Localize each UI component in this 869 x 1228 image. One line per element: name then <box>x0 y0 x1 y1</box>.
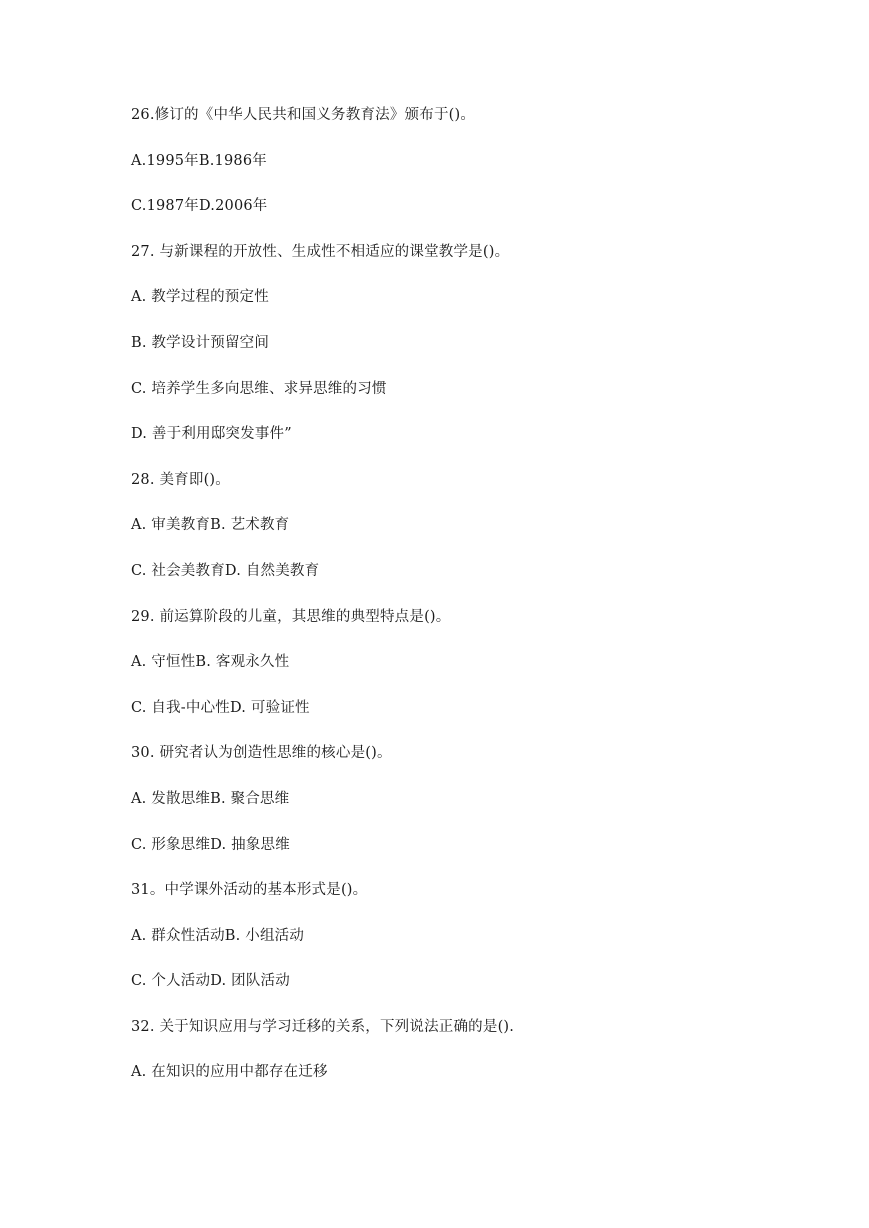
question-29-options-cd: C. 自我-中心性D. 可验证性 <box>131 699 310 716</box>
question-29-stem: 29. 前运算阶段的儿童，其思维的典型特点是()。 <box>131 608 451 625</box>
question-28-options-ab: A. 审美教育B. 艺术教育 <box>131 517 290 534</box>
question-27-option-c: C. 培养学生多向思维、求异思维的习惯 <box>131 380 387 397</box>
question-26-stem: 26.修订的《中华人民共和国义务教育法》颁布于()。 <box>131 107 476 123</box>
question-32-option-a: A. 在知识的应用中都存在迁移 <box>131 1064 328 1081</box>
question-30-stem: 30. 研究者认为创造性思维的核心是()。 <box>131 745 392 762</box>
question-27-option-b: B. 教学设计预留空间 <box>131 334 270 351</box>
question-29-options-ab: A. 守恒性B. 客观永久性 <box>131 654 290 671</box>
question-32-stem: 32. 关于知识应用与学习迁移的关系，下列说法正确的是(). <box>131 1018 515 1035</box>
question-30-options-ab: A. 发散思维B. 聚合思维 <box>131 790 290 807</box>
question-27-option-d: D. 善于利用邸突发事件” <box>131 426 292 443</box>
question-list <box>131 104 514 1107</box>
question-27-stem: 27. 与新课程的开放性、生成性不相适应的课堂教学是()。 <box>131 243 510 260</box>
question-26-options-ab: A.1995年B.1986年 <box>131 152 267 169</box>
question-31-options-ab: A. 群众性活动B. 小组活动 <box>131 927 305 944</box>
question-31-options-cd: C. 个人活动D. 团队活动 <box>131 973 290 990</box>
question-31-stem: 31。中学课外活动的基本形式是()。 <box>131 882 368 899</box>
question-28-stem: 28. 美育即()。 <box>131 471 230 488</box>
question-27-option-a: A. 教学过程的预定性 <box>131 289 269 306</box>
question-30-options-cd: C. 形象思维D. 抽象思维 <box>131 836 290 853</box>
question-26-options-cd: C.1987年D.2006年 <box>131 198 268 215</box>
question-28-options-cd: C. 社会美教育D. 自然美教育 <box>131 562 320 579</box>
